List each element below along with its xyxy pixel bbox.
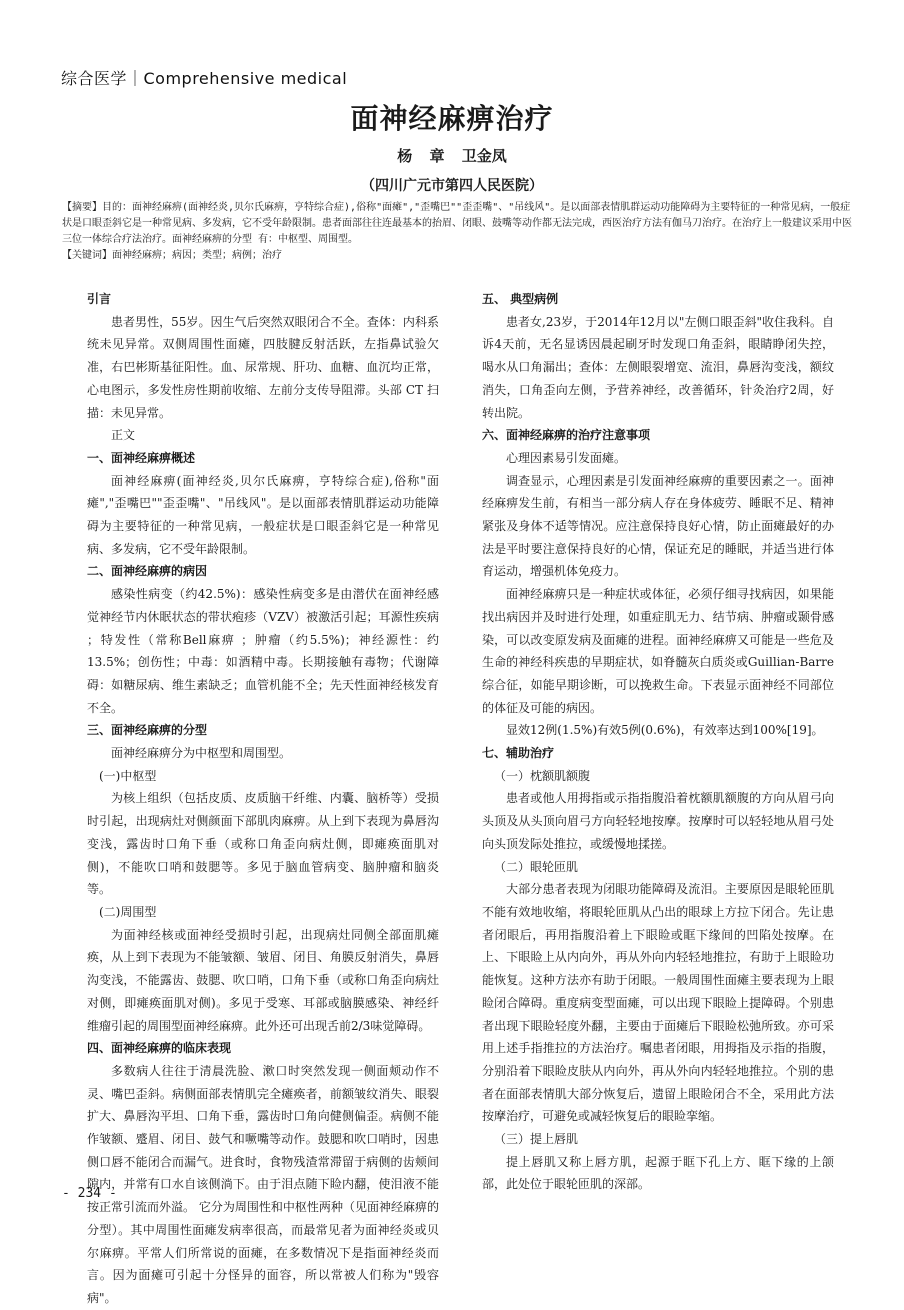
abstract-block <box>62 200 852 264</box>
section-heading: 三、面神经麻痹的分型 <box>87 723 208 738</box>
right-column <box>482 288 834 1196</box>
keywords-text: 【关键词】面神经麻痹；病因；类型；病例；治疗 <box>62 250 282 261</box>
body-paragraph: 患者或他人用拇指或示指指腹沿着枕额肌额腹的方向从眉弓向头顶及从头顶向眉弓方向轻轻地按摩。按摩时可以轻轻地从眉弓处向头顶发际处推拉，或缓慢地揉搓。 <box>482 791 834 851</box>
left-column <box>87 288 439 1310</box>
section-heading: 七、辅助治疗 <box>482 746 555 761</box>
section-heading: 六、面神经麻痹的治疗注意事项 <box>482 428 651 443</box>
subsection-heading: （一）枕额肌额腹 <box>494 768 591 783</box>
section-heading: 四、面神经麻痹的临床表现 <box>87 1041 232 1056</box>
body-paragraph: 提上唇肌又称上唇方肌，起源于眶下孔上方、眶下缘的上颌部，此处位于眼轮匝肌的深部。 <box>482 1154 834 1192</box>
body-paragraph: 感染性病变（约42.5%)：感染性病变多是由潜伏在面神经感觉神经节内休眠状态的带状疱疹（VZV）被激活引起；耳源性疾病 ；特发性（常称Bell麻痹 ；肿瘤（约5.5%)；神经源性：约13.5%；创伤性；中毒：如酒精中毒。长期接触有毒物；代谢障碍：如糖尿病、维生素缺乏；血管机能不全；先天性面神经核发育不全。 <box>87 587 439 715</box>
subsection-heading: (二)周围型 <box>99 904 157 919</box>
section-heading: 引言 <box>87 292 112 306</box>
subsection-heading: (一)中枢型 <box>99 768 157 783</box>
article-title: 面神经麻痹治疗 <box>350 102 554 135</box>
body-paragraph: 为核上组织（包括皮质、皮质脑干纤维、内囊、脑桥等）受损时引起，出现病灶对侧颜面下部肌肉麻痹。从上到下表现为鼻唇沟变浅，露齿时口角下垂（或称口角歪向病灶侧，即瘫痪面肌对侧)，不能吹口哨和鼓腮等。多见于脑血管病变、脑肿瘤和脑炎等。 <box>87 791 439 897</box>
section-heading: 二、面神经麻痹的病因 <box>87 564 208 579</box>
body-paragraph: 为面神经核或面神经受损时引起，出现病灶同侧全部面肌瘫痪，从上到下表现为不能皱额、皱眉、闭目、角膜反射消失，鼻唇沟变浅，不能露齿、鼓腮、吹口哨，口角下垂（或称口角歪向病灶对侧，即瘫痪面肌对侧)。多见于受寒、耳部或脑膜感染、神经纤维瘤引起的周围型面神经麻痹。此外还可出现舌前2/3味觉障碍。 <box>87 927 439 1033</box>
body-paragraph: 正文 <box>111 428 136 443</box>
body-paragraph: 心理因素易引发面瘫。 <box>506 450 627 465</box>
section-heading: 一、面神经麻痹概述 <box>87 450 196 465</box>
subsection-heading: （二）眼轮匝肌 <box>494 859 579 874</box>
subsection-heading: （三）提上唇肌 <box>494 1132 579 1147</box>
body-paragraph: 调查显示，心理因素是引发面神经麻痹的重要因素之一。面神经麻痹发生前，有相当一部分病人存在身体疲劳、睡眠不足、精神紧张及身体不适等情况。应注意保持良好心情，防止面瘫最好的办法是平时要注意保持良好的心情，保证充足的睡眠，并适当进行体育运动，增强机体免疫力。 <box>482 473 834 579</box>
author-affiliation: （四川广元市第四人民医院） <box>361 178 543 194</box>
body-paragraph: 面神经麻痹只是一种症状或体征，必须仔细寻找病因，如果能找出病因并及时进行处理，如重症肌无力、结节病、肿瘤或颞骨感染，可以改变原发病及面瘫的进程。面神经麻痹又可能是一些危及生命的神经科疾患的早期症状，如脊髓灰白质炎或Guillian-Barre综合征，如能早期诊断，可以挽救生命。下表显示面神经不同部位的体征及可能的病因。 <box>482 587 834 715</box>
body-paragraph: 患者男性，55岁。因生气后突然双眼闭合不全。查体：内科系统未见异常。双侧周围性面瘫，四肢腱反射活跃，左指鼻试验欠准，右巴彬斯基征阳性。血、尿常规、肝功、血糖、血沉均正常，心电图示，多发性房性期前收缩、左前分支传导阻滞。头部 CT 扫描：未见异常。 <box>87 314 439 420</box>
journal-section-header: 综合医学｜Comprehensive medical <box>61 69 348 88</box>
page-number: - 234 - <box>62 1186 117 1201</box>
article-authors: 杨 章 卫金凤 <box>397 147 507 165</box>
body-paragraph: 患者女,23岁，于2014年12月以"左侧口眼歪斜"收住我科。自诉4天前，无名显诱因晨起刷牙时发现口角歪斜，眼睛睁闭失控，喝水从口角漏出；查体：左侧眼裂增宽、流泪，鼻唇沟变浅，额纹消失，口角歪向左侧，予营养神经，改善循环，针灸治疗2周，好转出院。 <box>482 314 834 420</box>
abstract-text: 【摘要】目的：面神经麻痹(面神经炎,贝尔氏麻痹，亨特综合症),俗称"面瘫","歪嘴巴""歪歪嘴"、"吊线风"。是以面部表情肌群运动功能障碍为主要特征的一种常见病，一般症状是口眼歪斜它是一种常见病、多发病，它不受年龄限制。患者面部往往连最基本的抬眉、闭眼、鼓嘴等动作都无法完成，西医治疗方法有伽马刀治疗。在治疗上一般建议采用中医三位一体综合疗法治疗。面神经麻痹的分型 有：中枢型、周围型。 <box>62 202 852 245</box>
body-paragraph: 多数病人往往于清晨洗脸、漱口时突然发现一侧面颊动作不灵、嘴巴歪斜。病侧面部表情肌完全瘫痪者，前额皱纹消失、眼裂扩大、鼻唇沟平坦、口角下垂，露齿时口角向健侧偏歪。病侧不能作皱额、蹙眉、闭目、鼓气和噘嘴等动作。鼓腮和吹口哨时，因患侧口唇不能闭合而漏气。进食时，食物残渣常滞留于病侧的齿颊间隙内，并常有口水自该侧淌下。由于泪点随下睑内翻，使泪液不能按正常引流而外溢。 它分为周围性和中枢性两种（见面神经麻痹的分型）。其中周围性面瘫发病率很高，而最常见者为面神经炎或贝尔麻痹。平常人们所常说的面瘫，在多数情况下是指面神经炎而言。因为面瘫可引起十分怪异的面容，所以常被人们称为"毁容病"。 <box>87 1063 439 1305</box>
body-paragraph: 显效12例(1.5%)有效5例(0.6%)，有效率达到100%[19]。 <box>506 723 824 738</box>
body-paragraph: 大部分患者表现为闭眼功能障碍及流泪。主要原因是眼轮匝肌不能有效地收缩，将眼轮匝肌从凸出的眼球上方拉下闭合。先让患者闭眼后，再用指腹沿着上下眼睑或眶下缘间的凹陷处按摩。在上、下眼睑上从内向外，再从外向内轻轻地推拉，有助于上眼睑功能恢复。这种方法亦有助于闭眼。一般周围性面瘫主要表现为上眼睑闭合障碍。重度病变型面瘫，可以出现下眼睑上提障碍。个别患者出现下眼睑轻度外翻，主要由于面瘫后下眼睑松弛所致。亦可采用上述手指推拉的方法治疗。嘱患者闭眼，用拇指及示指的指腹，分别沿着下眼睑皮肤从内向外，再从外向内轻轻地推拉。个别的患者在面部表情肌大部分恢复后，遗留上眼睑闭合不全，采用此方法按摩治疗，可避免或减轻恢复后的眼睑挛缩。 <box>482 882 834 1124</box>
section-heading: 五、 典型病例 <box>482 292 559 306</box>
body-paragraph: 面神经麻痹分为中枢型和周围型。 <box>111 746 292 761</box>
body-paragraph: 面神经麻痹(面神经炎,贝尔氏麻痹，亨特综合症),俗称"面瘫","歪嘴巴""歪歪嘴"、"吊线风"。是以面部表情肌群运动功能障碍为主要特征的一种常见病，一般症状是口眼歪斜它是一种常见病、多发病，它不受年龄限制。 <box>87 473 439 556</box>
